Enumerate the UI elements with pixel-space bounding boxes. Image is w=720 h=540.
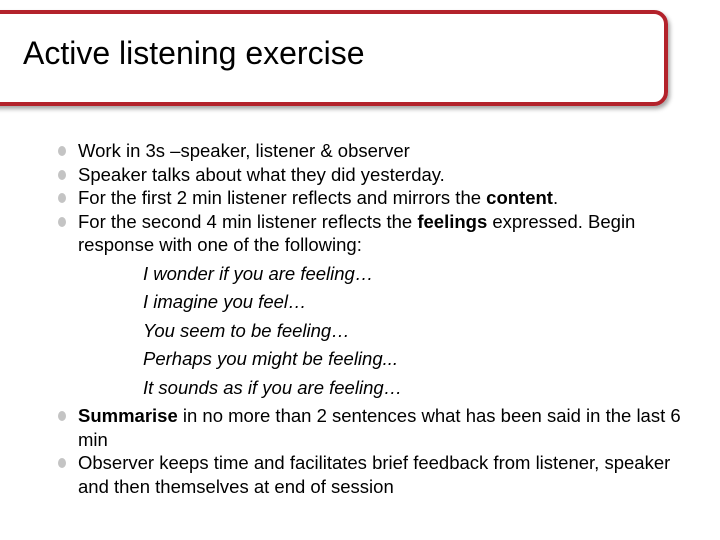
bullet-text: Speaker talks about what they did yesterday. [78,163,445,185]
response-starter: It sounds as if you are feeling… [143,376,403,398]
bullet-icon [58,217,66,227]
bullet-icon [58,193,66,203]
bullet-list [58,139,698,498]
bullet-text: For the second 4 min listener reflects the [78,210,418,232]
bullet-text: For the first 2 min listener reflects and mirrors the [78,187,487,208]
bullet-item [58,163,698,187]
bullet-icon [58,146,66,156]
bullet-item [58,210,698,400]
bullet-text: Work in 3s –speaker, listener & observer [78,140,410,161]
bullet-bold-text: feelings [417,210,488,232]
slide-title: Active listening exercise [23,35,365,71]
bullet-icon [58,458,66,468]
response-starter: I wonder if you are feeling… [143,262,374,284]
bullet-bold-text: Summarise [78,405,178,426]
bullet-text: in no more than 2 sentences what has been said in the last 6 min [78,405,681,450]
bullet-item [58,186,698,210]
response-starter: Perhaps you might be feeling... [143,348,399,369]
bullet-bold-text: content [486,187,553,208]
bullet-text: expressed. Begin response with one of the following: [78,210,636,255]
response-starter: I imagine you feel… [143,291,307,312]
bullet-text: Observer keeps time and facilitates brief feedback from listener, speaker and then themselves at end of session [78,452,671,497]
bullet-icon [58,170,66,180]
response-starter: You seem to be feeling… [143,319,350,341]
bullet-icon [58,411,66,421]
bullet-item [58,139,698,163]
response-starters [78,262,698,400]
bullet-item [58,404,698,451]
bullet-text: . [552,187,559,208]
bullet-item [58,451,698,498]
